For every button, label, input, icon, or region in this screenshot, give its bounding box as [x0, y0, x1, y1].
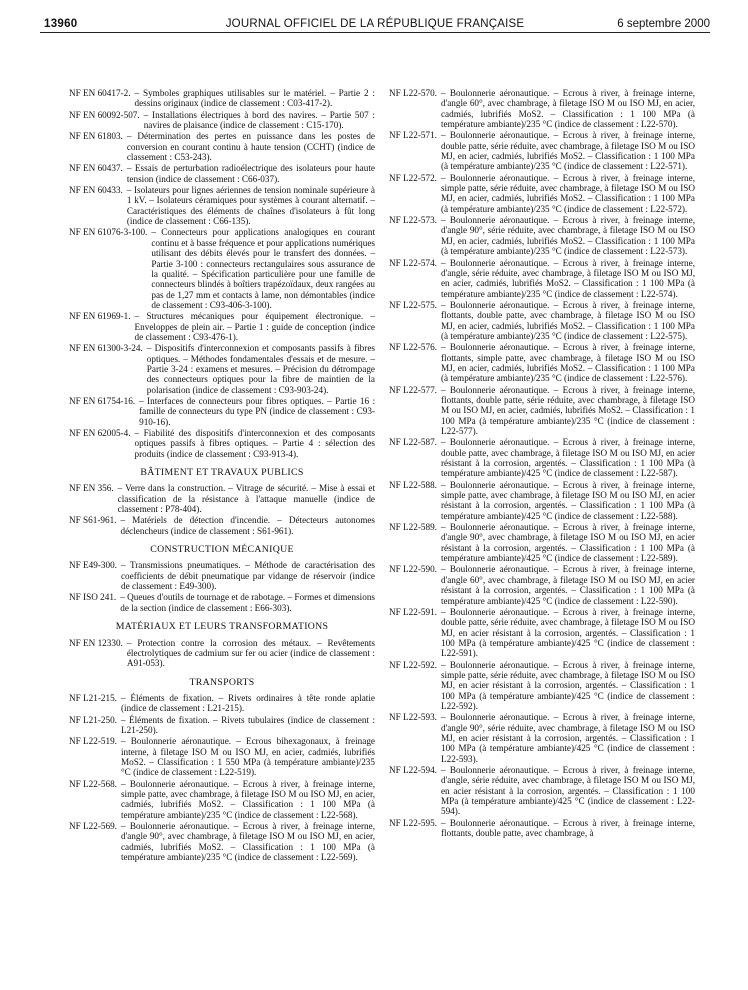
standard-description: – Boulonnerie aéronautique. – Ecrous à river, à freinage interne, simple patte, série réduite, avec chambrage, à filetage ISO M ou ISO MJ, en acier, cadmiés, lubrifiés MoS2. – Classification : 1 100 MPa (à température ambiante)/235 °C (indice de classement : L22-572).: [440, 172, 695, 214]
standard-description: – Fiabilité des dispositifs d'interconnexion et des composants optiques passifs à fibres optiques. – Partie 4 : sélection des produits (indice de classement : C93-913-4).: [134, 428, 375, 459]
standard-entry: [69, 821, 375, 862]
standard-description: – Boulonnerie aéronautique. – Ecrous à river, à freinage interne, simple patte, avec chambrage, à filetage ISO M ou ISO MJ, en acier, cadmiés, lubrifiés MoS2. – Classification : 1 100 MPa (à température ambiante)/235 °C (indice de classement : L22-568).: [120, 778, 375, 820]
standard-description: – Dispositifs d'interconnexion et composants passifs à fibres optiques. – Méthodes fondamentales d'essais et de mesure. – Partie 3-24 : examens et mesures. – Précision du détrompage des connecteurs optiques pour la fibre de maintien de la polarisation (indice de classement : C93-903-24).: [146, 343, 375, 395]
entries-transports: [69, 693, 375, 863]
standard-entry: [389, 765, 695, 817]
standard-entry: [389, 437, 695, 478]
standard-code: NF EN 356.: [69, 483, 114, 494]
standard-code: NF L22-590.: [389, 564, 437, 575]
standard-entry: [69, 736, 375, 777]
standard-code: NF L22-573.: [389, 215, 437, 226]
standard-description: – Boulonnerie aéronautique. – Ecrous à river, à freinage interne, d'angle, série réduite, avec chambrage, à filetage ISO M ou ISO MJ, en acier, cadmiés, lubrifiés MoS2. – Classification : 1 100 MPa (à température ambiante)/235 °C (indice de classement : L22-574).: [440, 257, 695, 299]
standard-description: – Transmissions pneumatiques. – Méthode de caractérisation des coefficients de débit pneumatique par vidange de réservoir (indice de classement : E49-300).: [120, 560, 375, 592]
standard-description: – Interfaces de connecteurs pour fibres optiques. – Partie 16 : famille de connecteurs du type PN (indice de classement : C93-910-16).: [139, 395, 375, 427]
left-column: [69, 88, 375, 863]
standard-description: – Boulonnerie aéronautique. – Ecrous à river, à freinage interne, flottants, double patte, avec chambrage, à: [440, 817, 695, 839]
standard-entry: [69, 592, 375, 613]
section-title-construction: CONSTRUCTION MÉCANIQUE: [150, 544, 294, 556]
standard-entry: [389, 712, 695, 764]
standard-code: NF EN 60433.: [69, 185, 123, 196]
standard-code: NF L22-587.: [389, 437, 437, 448]
standard-entry: [69, 638, 375, 669]
standard-entry: [69, 428, 375, 459]
standard-entry: [69, 560, 375, 591]
standard-entry: [69, 779, 375, 820]
standard-description: – Matériels de détection d'incendie. – Détecteurs autonomes déclencheurs (indice de classement : S61-961).: [120, 515, 375, 536]
standard-description: – Éléments de fixation. – Rivets tubulaires (indice de classement : L21-250).: [120, 714, 375, 735]
standard-entry: [389, 173, 695, 214]
standard-description: – Boulonnerie aéronautique. – Ecrous à river, à freinage interne, flottants, double patte, série réduite, avec chambrage, à filetage ISO M ou ISO MJ, en acier, cadmiés, lubrifiés MoS2. – Classification : 1 100 MPa (à température ambiante)/235 °C (indice de classement : L22-577).: [440, 384, 695, 436]
standard-code: NF EN 61969-1.: [69, 311, 131, 322]
standard-code: NF L22-595.: [389, 817, 437, 828]
standard-code: NF L22-575.: [389, 299, 437, 310]
standard-description: – Essais de perturbation radioélectrique des isolateurs pour haute tension (indice de classement : C66-037).: [126, 163, 375, 184]
standard-entry: [69, 715, 375, 736]
standard-entry: [69, 110, 375, 131]
standard-description: – Queues d'outils de tournage et de rabotage. – Formes et dimensions de la section (indice de classement : E66-303).: [120, 592, 375, 613]
standard-entry: [69, 343, 375, 395]
entries-construction: [69, 560, 375, 613]
standard-description: – Boulonnerie aéronautique. – Ecrous à river, à freinage interne, d'angle 90°, avec chambrage, à filetage ISO M ou ISO MJ, en acier, cadmiés, lubrifiés MoS2. – Classification : 1 100 MPa (à température ambiante)/235 °C (indice de classement : L22-569).: [120, 821, 375, 863]
standard-description: – Boulonnerie aéronautique. – Ecrous à river, à freinage interne, simple patte, série réduite, avec chambrage, à filetage ISO M ou ISO MJ, en acier résistant à la corrosion, argentés. – Classification : 1 100 MPa (à température ambiante)/425 °C (indice de classement : L22-592).: [440, 659, 695, 711]
standard-description: – Symboles graphiques utilisables sur le matériel. – Partie 2 : dessins originaux (indice de classement : C03-417-2).: [134, 88, 375, 109]
standard-code: NF L22-576.: [389, 342, 437, 353]
standard-entry: [389, 564, 695, 605]
standard-entry: [69, 515, 375, 536]
standard-description: – Boulonnerie aéronautique. – Ecrous à river, à freinage interne, flottants, simple patte, avec chambrage, à filetage ISO M ou ISO MJ, en acier, cadmiés, lubrifiés MoS2. – Classification : 1 100 MPa (à température ambiante)/235 °C (indice de classement : L22-576).: [440, 342, 695, 384]
standard-description: – Boulonnerie aéronautique. – Ecrous à river, à freinage interne, d'angle, série réduite, avec chambrage, à filetage ISO M ou ISO MJ, en acier résistant à la corrosion, argentés. – Classification : 1 100 MPa (à température ambiante)/425 °C (indice de classement : L22-594).: [440, 765, 695, 817]
issue-date: 6 septembre 2000: [617, 18, 710, 30]
standard-code: NF EN 61754-16.: [69, 395, 136, 406]
standard-code: NF L22-572.: [389, 172, 437, 183]
entries-materiaux: [69, 638, 375, 669]
standard-code: NF L22-568.: [69, 778, 117, 789]
standard-code: NF EN 61803.: [69, 131, 123, 142]
entries-batiment: [69, 483, 375, 536]
standard-entry: [69, 185, 375, 226]
standard-description: – Boulonnerie aéronautique. – Ecrous à river, à freinage interne, flottants, double patte, avec chambrage, à filetage ISO M ou ISO MJ, en acier, cadmiés, lubrifiés MoS2. – Classification : 1 100 MPa (à température ambiante)/235 °C (indice de classement : L22-575).: [440, 299, 695, 341]
standard-code: NF L22-588.: [389, 479, 437, 490]
section-title-materiaux: MATÉRIAUX ET LEURS TRANSFORMATIONS: [115, 621, 329, 633]
right-column: [389, 88, 695, 839]
section-title-batiment: BÂTIMENT ET TRAVAUX PUBLICS: [140, 467, 304, 479]
standard-entry: [389, 258, 695, 299]
page-header: [40, 18, 710, 33]
standard-description: – Boulonnerie aéronautique. – Ecrous à river, à freinage interne, d'angle 90°, avec chambrage, à filetage ISO M ou ISO MJ, en acier résistant à la corrosion, argentés. – Classification : 1 100 MPa (à température ambiante)/425 °C (indice de classement : L22-589).: [440, 522, 695, 564]
page-number: 13960: [44, 18, 78, 30]
standard-entry: [69, 311, 375, 342]
standard-entry: [389, 130, 695, 171]
standard-code: NF EN 60437.: [69, 163, 123, 174]
standard-description: – Boulonnerie aéronautique. – Ecrous bihexagonaux, à freinage interne, à filetage ISO M ou ISO MJ, en acier, cadmiés, lubrifiés MoS2. – Classification : 1 550 MPa (à température ambiante)/235 °C (indice de classement : L22-519).: [120, 736, 375, 778]
standard-description: – Verre dans la construction. – Vitrage de sécurité. – Mise à essai et classification de la résistance à l'attaque manuelle (indice de classement : P78-404).: [117, 483, 375, 515]
standard-description: – Détermination des pertes en puissance dans les postes de conversion en courant continu à haute tension (CCHT) (indice de classement : C53-243).: [126, 131, 375, 163]
standard-code: NF EN 12330.: [69, 637, 123, 648]
standard-description: – Boulonnerie aéronautique. – Ecrous à river, à freinage interne, d'angle 90°, série réduite, avec chambrage, à filetage ISO M ou ISO MJ, en acier résistant à la corrosion, argentés. – Classification : 1 100 MPa (à température ambiante)/425 °C (indice de classement : L22-593).: [440, 712, 695, 764]
standard-entry: [389, 818, 695, 839]
standard-description: – Boulonnerie aéronautique. – Ecrous à river, à freinage interne, double patte, série réduite, avec chambrage, à filetage ISO M ou ISO MJ, en acier, cadmiés, lubrifiés MoS2. – Classification : 1 100 MPa (à température ambiante)/235 °C (indice de classement : L22-571).: [440, 130, 695, 172]
standard-code: NF E49-300.: [69, 560, 117, 571]
standard-code: NF L22-519.: [69, 736, 117, 747]
standard-entry: [69, 693, 375, 714]
journal-title: JOURNAL OFFICIEL DE LA RÉPUBLIQUE FRANÇAISE: [225, 18, 525, 30]
standard-description: – Boulonnerie aéronautique. – Ecrous à river, à freinage interne, d'angle 60°, avec chambrage, à filetage ISO M ou ISO MJ, en acier résistant à la corrosion, argentés. – Classification : 1 100 MPa (à température ambiante)/425 °C (indice de classement : L22-590).: [440, 564, 695, 606]
entries-transports-continued: [389, 88, 695, 838]
standard-code: NF L22-593.: [389, 712, 437, 723]
standard-code: NF L22-570.: [389, 88, 437, 98]
standard-code: NF EN 60092-507.: [69, 109, 140, 120]
standard-entry: [389, 215, 695, 256]
standard-code: NF L22-571.: [389, 130, 437, 141]
standard-code: NF L22-574.: [389, 257, 437, 268]
standard-code: NF L22-592.: [389, 659, 437, 670]
standard-entry: [389, 480, 695, 521]
standard-code: NF L22-577.: [389, 384, 437, 395]
standard-description: – Structures mécaniques pour équipement électronique. – Enveloppes de plein air. – Partie 1 : guide de conception (indice de classement : C93-476-1).: [134, 311, 375, 342]
section-title-transports: TRANSPORTS: [189, 676, 255, 688]
standard-description: – Éléments de fixation. – Rivets ordinaires à tête ronde aplatie (indice de classement : L21-215).: [120, 692, 375, 714]
standard-description: – Boulonnerie aéronautique. – Ecrous à river, à freinage interne, double patte, avec chambrage, à filetage ISO M ou ISO MJ, en acier résistant à la corrosion, argentés. – Classification : 1 100 MPa (à température ambiante)/425 °C (indice de classement : L22-587).: [440, 437, 695, 479]
standard-code: NF L21-215.: [69, 692, 117, 703]
standard-code: NF L21-250.: [69, 714, 117, 725]
standard-code: NF S61-961.: [69, 515, 117, 526]
standard-description: – Isolateurs pour lignes aériennes de tension nominale supérieure à 1 kV. – Isolateurs céramiques pour systèmes à courant alternatif. – Caractéristiques des éléments de chaînes d'isolateurs à fût long (indice de classement : C66-135).: [126, 185, 375, 227]
standard-entry: [69, 88, 375, 109]
standard-entry: [389, 342, 695, 383]
standard-code: NF L22-594.: [389, 765, 437, 775]
standard-entry: [69, 483, 375, 514]
standard-description: – Boulonnerie aéronautique. – Ecrous à river, à freinage interne, d'angle 90°, série réduite, avec chambrage, à filetage ISO M ou ISO MJ, en acier, cadmiés, lubrifiés MoS2. – Classification : 1 100 MPa (à température ambiante)/235 °C (indice de classement : L22-573).: [440, 215, 695, 257]
standard-description: – Boulonnerie aéronautique. – Ecrous à river, à freinage interne, double patte, série réduite, avec chambrage, à filetage ISO M ou ISO MJ, en acier résistant à la corrosion, argentés. – Classification : 1 100 MPa (à température ambiante)/425 °C (indice de classement : L22-591).: [440, 606, 695, 659]
entries-electricite: [69, 88, 375, 459]
standard-description: – Protection contre la corrosion des métaux. – Revêtements électrolytiques de cadmium sur fer ou acier (indice de classement : A91-053).: [126, 637, 375, 669]
standard-code: NF EN 61300-3-24.: [69, 343, 143, 354]
standard-code: NF ISO 241.: [69, 592, 117, 603]
standard-description: – Boulonnerie aéronautique. – Ecrous à river, à freinage interne, simple patte, avec chambrage, à filetage ISO M ou ISO MJ, en acier résistant à la corrosion, argentés. – Classification : 1 100 MPa (à température ambiante)/425 °C (indice de classement : L22-588).: [440, 479, 695, 521]
standard-code: NF EN 62005-4.: [69, 428, 131, 438]
standard-entry: [389, 607, 695, 659]
standard-entry: [389, 88, 695, 129]
standard-description: – Connecteurs pour applications analogiques en courant continu et à basse fréquence et pour applications numériques utilisant des débits élevés pour le transfert des données. – Partie 3-100 : connecteurs rectangulaires sous assurance de la qualité. – Spécification particulière pour une famille de connecteurs blindés à boîtiers trapézoïdaux, deux rangées au pas de 1,27 mm et contacts à lame, non démontables (indice de classement : C93-406-3-100).: [151, 227, 375, 310]
standard-code: NF L22-591.: [389, 606, 437, 617]
standard-description: – Installations électriques à bord des navires. – Partie 507 : navires de plaisance (indice de classement : C15-170).: [143, 109, 375, 131]
standard-entry: [69, 163, 375, 184]
standard-code: NF EN 61076-3-100.: [69, 227, 148, 238]
standard-code: NF L22-569.: [69, 821, 117, 831]
standard-entry: [389, 660, 695, 712]
standard-description: – Boulonnerie aéronautique. – Ecrous à river, à freinage interne, d'angle 60°, avec chambrage, à filetage ISO M ou ISO MJ, en acier, cadmiés, lubrifiés MoS2. – Classification : 1 100 MPa (à température ambiante)/235 °C (indice de classement : L22-570).: [440, 88, 695, 130]
standard-entry: [389, 522, 695, 563]
standard-entry: [389, 300, 695, 341]
standard-entry: [69, 396, 375, 427]
standard-code: NF L22-589.: [389, 522, 437, 533]
standard-entry: [69, 131, 375, 162]
standard-entry: [389, 385, 695, 437]
standard-code: NF EN 60417-2.: [69, 88, 131, 98]
standard-entry: [69, 227, 375, 310]
